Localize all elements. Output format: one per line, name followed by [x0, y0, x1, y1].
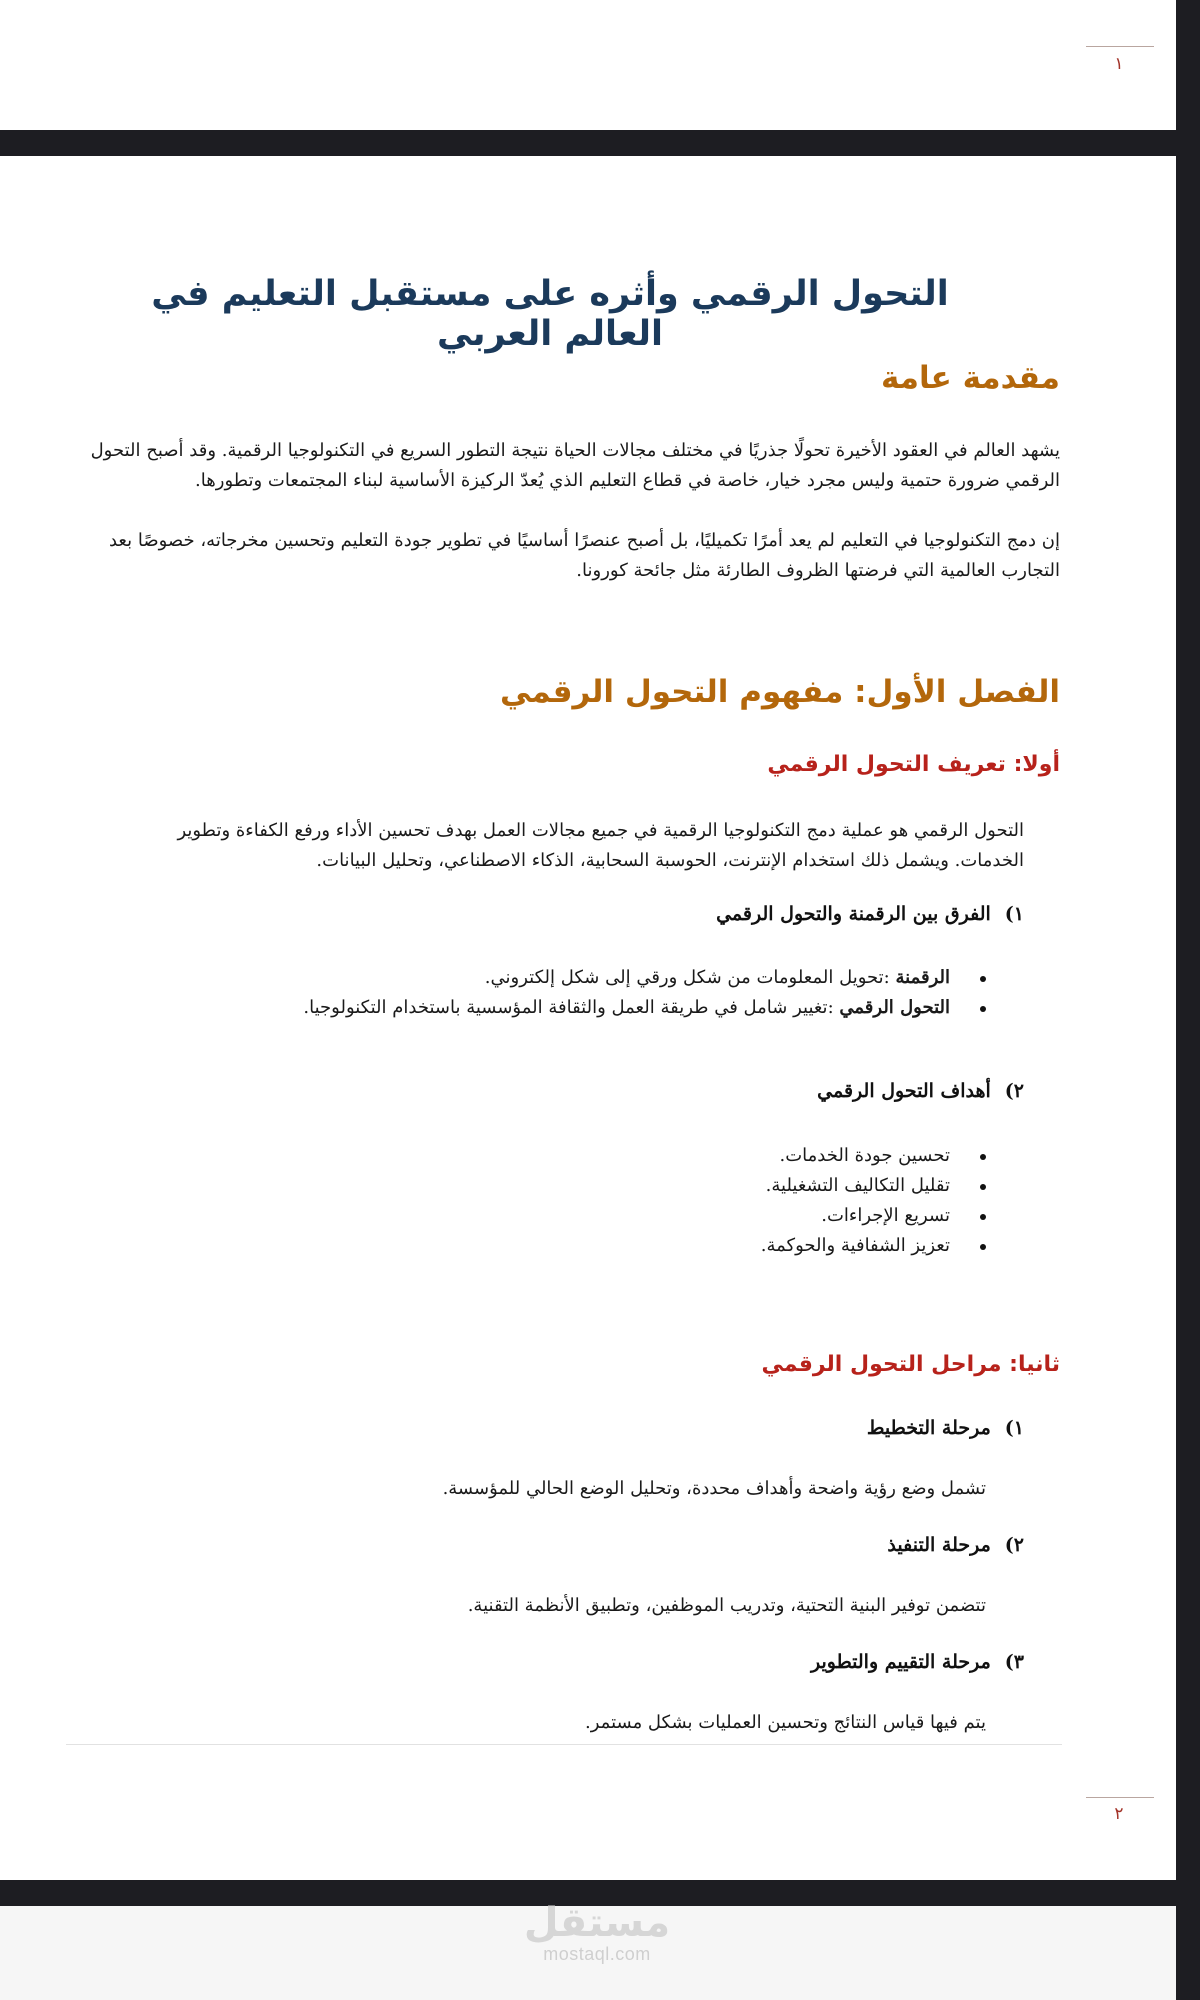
bullet-icon — [980, 1184, 986, 1190]
definition: :تحويل المعلومات من شكل ورقي إلى شكل إلكتروني. — [484, 967, 890, 988]
list-item — [761, 1141, 990, 1171]
numbered-heading-difference — [716, 903, 1024, 925]
intro-paragraph-2: إن دمج التكنولوجيا في التعليم لم يعد أمرًا تكميليًا، بل أصبح عنصرًا أساسيًا في تطوير جودة التعليم وتحسين مخرجاته، خصوصًا بعد التجارب العالمية التي فرضتها الظروف الطارئة مثل جائحة كورونا. — [108, 530, 1060, 581]
item-title: الفرق بين الرقمنة والتحول الرقمي — [716, 903, 991, 925]
term: الرقمنة — [895, 967, 950, 988]
watermark — [522, 1898, 672, 1965]
document-title: التحول الرقمي وأثره على مستقبل التعليم في العالم العربي — [151, 274, 949, 354]
stage-description: تتضمن توفير البنية التحتية، وتدريب الموظفين، وتطبيق الأنظمة التقنية. — [467, 1595, 986, 1616]
item-title: أهداف التحول الرقمي — [817, 1080, 991, 1102]
list-item — [303, 993, 990, 1023]
numbered-heading-goals — [817, 1080, 1024, 1102]
term: التحول الرقمي — [839, 997, 950, 1018]
list-item — [761, 1231, 990, 1261]
bullet-icon — [980, 1244, 986, 1250]
bullet-icon — [980, 1154, 986, 1160]
page-number-rule — [1086, 1797, 1154, 1798]
watermark-logo: مستقل — [523, 1900, 671, 1946]
page-separator — [0, 130, 1176, 156]
list-item-text: تعزيز الشفافية والحوكمة. — [760, 1235, 950, 1256]
definition: :تغيير شامل في طريقة العمل والثقافة المؤسسية باستخدام التكنولوجيا. — [303, 997, 834, 1018]
list-item — [761, 1201, 990, 1231]
item-title: مرحلة التقييم والتطوير — [810, 1651, 991, 1673]
numbered-heading-evaluation — [811, 1651, 1024, 1673]
chapter-heading: الفصل الأول: مفهوم التحول الرقمي — [500, 674, 1060, 710]
bullet-icon — [980, 1006, 986, 1012]
list-item-text: تسريع الإجراءات. — [821, 1205, 950, 1226]
list-item — [303, 963, 990, 993]
footer-rule — [66, 1744, 1062, 1745]
definition-paragraph: التحول الرقمي هو عملية دمج التكنولوجيا الرقمية في جميع مجالات العمل بهدف تحسين الأداء ورفع الكفاءة وتطوير الخدمات. ويشمل ذلك استخدام الإنترنت، الحوسبة السحابية، الذكاء الاصطناعي، وتحليل البيانات. — [177, 820, 1024, 871]
list-item-text: تقليل التكاليف التشغيلية. — [765, 1175, 950, 1196]
bullet-icon — [980, 1214, 986, 1220]
section-heading-definition: أولا: تعريف التحول الرقمي — [767, 752, 1060, 777]
intro-heading: مقدمة عامة — [880, 360, 1060, 396]
numbered-heading-planning — [867, 1417, 1024, 1439]
intro-paragraph-1: يشهد العالم في العقود الأخيرة تحولًا جذريًا في مختلف مجالات الحياة نتيجة التطور السريع في التكنولوجيا الرقمية. وقد أصبح التحول الرقمي ضرورة حتمية وليس مجرد خيار، خاصة في قطاع التعليم الذي يُعدّ الركيزة الأساسية لبناء المجتمعات وتطورها. — [90, 440, 1060, 491]
bullet-icon — [980, 976, 986, 982]
page-number: ١ — [1114, 54, 1124, 74]
stage-description: تشمل وضع رؤية واضحة وأهداف محددة، وتحليل الوضع الحالي للمؤسسة. — [442, 1478, 986, 1499]
list-item-text: تحسين جودة الخدمات. — [779, 1145, 950, 1166]
item-number: ١) — [1004, 1417, 1024, 1439]
item-number: ٢) — [1004, 1080, 1024, 1102]
page-number-rule — [1086, 46, 1154, 47]
numbered-heading-implementation — [887, 1534, 1024, 1556]
item-title: مرحلة التنفيذ — [887, 1534, 991, 1556]
item-number: ٣) — [1004, 1651, 1024, 1673]
item-title: مرحلة التخطيط — [866, 1417, 991, 1439]
section-heading-stages: ثانيا: مراحل التحول الرقمي — [761, 1352, 1060, 1377]
list-item — [761, 1171, 990, 1201]
stage-description: يتم فيها قياس النتائج وتحسين العمليات بشكل مستمر. — [585, 1712, 986, 1733]
goals-list — [761, 1141, 990, 1261]
page-number: ٢ — [1114, 1804, 1124, 1824]
item-number: ١) — [1004, 903, 1024, 925]
difference-list — [303, 963, 990, 1023]
item-number: ٢) — [1004, 1534, 1024, 1556]
viewer-right-edge — [1176, 0, 1200, 2000]
watermark-url: mostaql.com — [543, 1944, 651, 1964]
